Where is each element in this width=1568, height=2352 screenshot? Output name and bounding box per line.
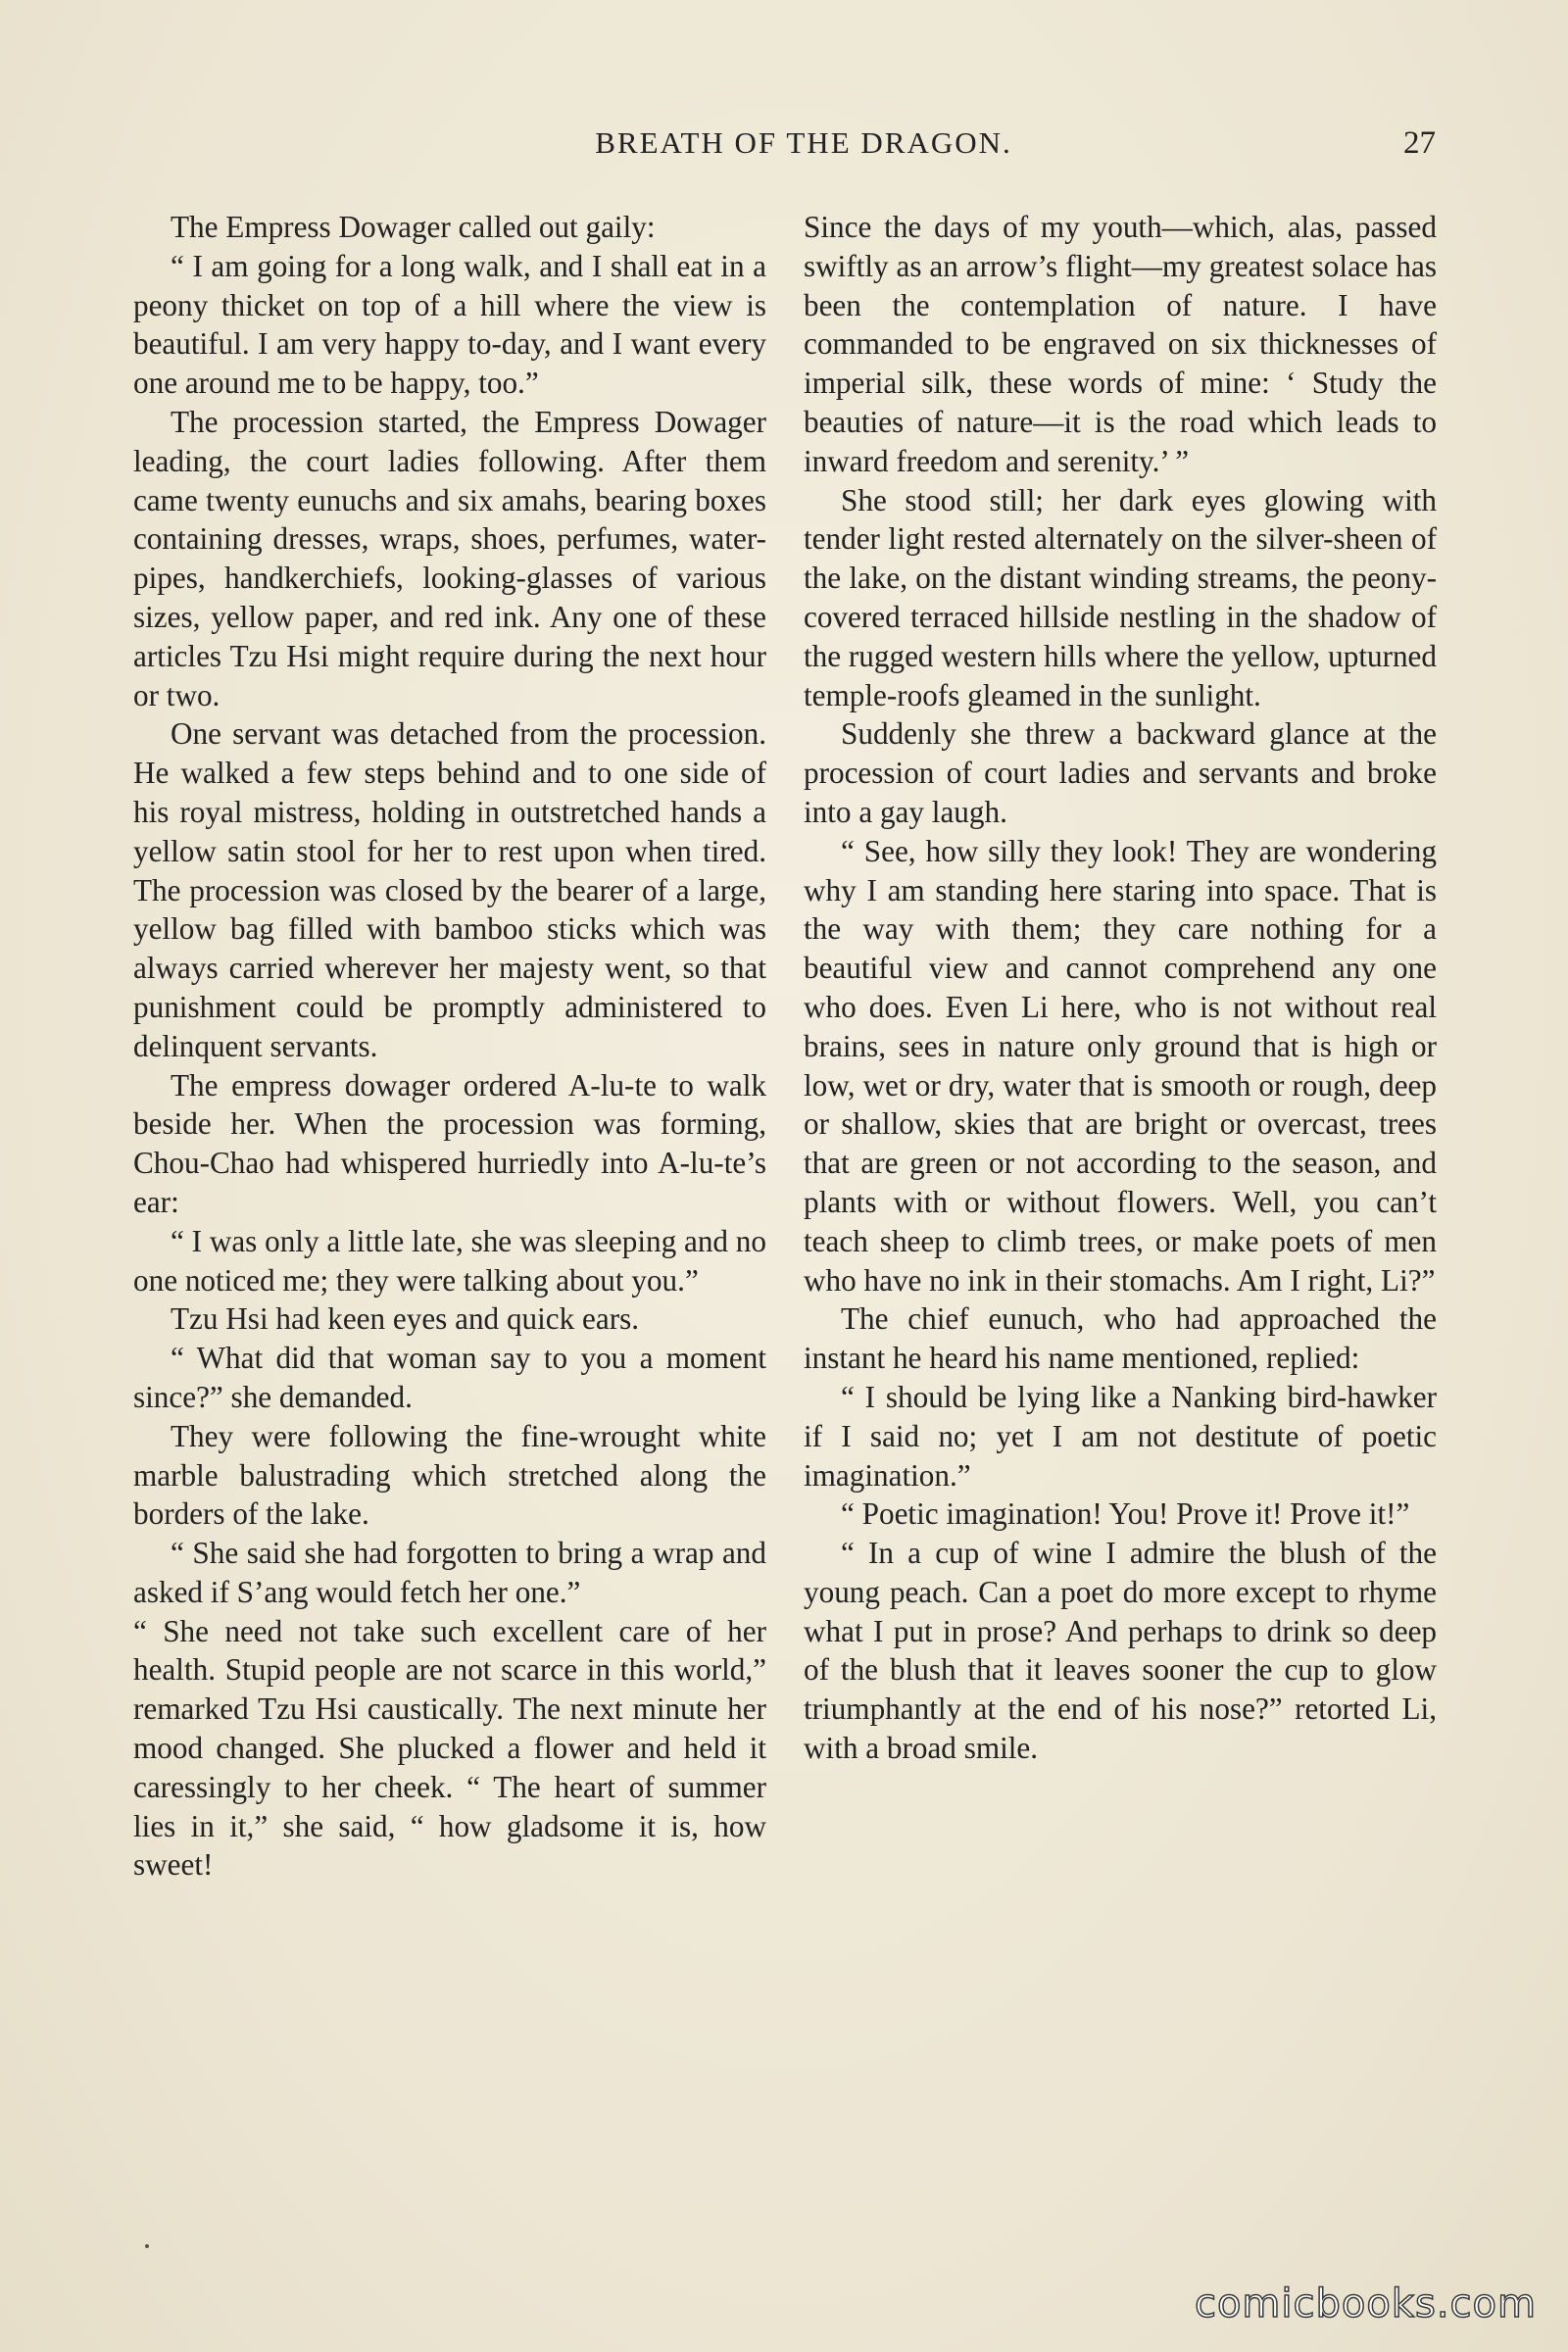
paragraph: “ See, how silly they look! They are wondering why I am standing here staring into space. That is the way with them; they care nothing for a beautiful view and cannot comprehend any one who does. Even Li here, who is not without real brains, sees in nature only ground that is high or low, wet or dry, water that is smooth or rough, deep or shallow, skies that are bright or overcast, trees that are green or not according to the season, and plants with or without flowers. Well, you can’t teach sheep to climb trees, or make poets of men who have no ink in their stomachs. Am I right, Li?” — [804, 833, 1437, 1298]
paragraph: The empress dowager ordered A-lu-te to walk beside her. When the procession was forming, Chou-Chao had whispered hurriedly into A-lu-te’s ear: — [133, 1067, 766, 1219]
paragraph: “ I am going for a long walk, and I shall eat in a peony thicket on top of a hill where the view is beautiful. I am very happy to-day, and I want every one around me to be happy, too.” — [133, 248, 766, 401]
paragraph: Since the days of my youth—which, alas, passed swiftly as an arrow’s flight—my greatest solace has been the contemplation of nature. I have commanded to be engraved on six thicknesses of imperial silk, these words of mine: ‘ Study the beauties of nature—it is the road which leads to inward freedom and serenity.’ ” — [804, 210, 1437, 478]
paragraph: She stood still; her dark eyes glowing with tender light rested alternately on the silver-sheen of the lake, on the distant winding streams, the peony-covered terraced hillside nestling in the shadow of the rugged western hills where the yellow, upturned temple-roofs gleamed in the sunlight. — [804, 482, 1437, 712]
right-text-column — [804, 208, 1437, 1768]
paragraph: “ I should be lying like a Nanking bird-hawker if I said no; yet I am not destitute of poetic imagination.” — [804, 1379, 1437, 1493]
print-speck — [145, 2244, 149, 2248]
site-watermark: comicbooks.com — [1194, 2281, 1537, 2327]
paragraph: “ Poetic imagination! You! Prove it! Prove it!” — [841, 1496, 1410, 1532]
left-text-column — [133, 208, 766, 1885]
paragraph: One servant was detached from the procession. He walked a few steps behind and to one side of his royal mistress, holding in outstretched hands a yellow satin stool for her to rest upon when tired. The procession was closed by the bearer of a large, yellow bag filled with bamboo sticks which was always carried wherever her majesty went, so that punishment could be promptly administered to delinquent servants. — [133, 716, 766, 1063]
page-number: 27 — [1403, 125, 1436, 161]
paragraph: The Empress Dowager called out gaily: — [171, 210, 656, 244]
chapter-title: BREATH OF THE DRAGON. — [595, 125, 1012, 160]
paragraph: The procession started, the Empress Dowager leading, the court ladies following. After them came twenty eunuchs and six amahs, bearing boxes containing dresses, wraps, shoes, perfumes, water-pipes, handkerchiefs, looking-glasses of various sizes, yellow paper, and red ink. Any one of these articles Tzu Hsi might require during the next hour or two. — [133, 404, 766, 712]
paragraph: “ I was only a little late, she was sleeping and no one noticed me; they were talking about you.” — [133, 1223, 766, 1298]
paragraph: Tzu Hsi had keen eyes and quick ears. — [171, 1301, 640, 1337]
running-head — [132, 125, 1436, 174]
paragraph: “ In a cup of wine I admire the blush of the young peach. Can a poet do more except to rhyme what I put in prose? And perhaps to drink so deep of the blush that it leaves sooner the cup to glow triumphantly at the end of his nose?” retorted Li, with a broad smile. — [804, 1536, 1437, 1766]
paragraph: Suddenly she threw a backward glance at the procession of court ladies and servants and broke into a gay laugh. — [804, 716, 1437, 829]
paragraph: “ She need not take such excellent care of her health. Stupid people are not scarce in this world,” remarked Tzu Hsi caustically. The next minute her mood changed. She plucked a flower and held it caressingly to her cheek. “ The heart of summer lies in it,” she said, “ how gladsome it is, how sweet! — [133, 1613, 766, 1883]
paragraph: The chief eunuch, who had approached the instant he heard his name mentioned, replied: — [804, 1301, 1437, 1376]
paragraph: “ What did that woman say to you a moment since?” she demanded. — [133, 1341, 766, 1414]
paragraph: They were following the fine-wrought white marble balustrading which stretched along the borders of the lake. — [133, 1418, 766, 1532]
paragraph: “ She said she had forgotten to bring a wrap and asked if S’ang would fetch her one.” — [133, 1536, 766, 1609]
